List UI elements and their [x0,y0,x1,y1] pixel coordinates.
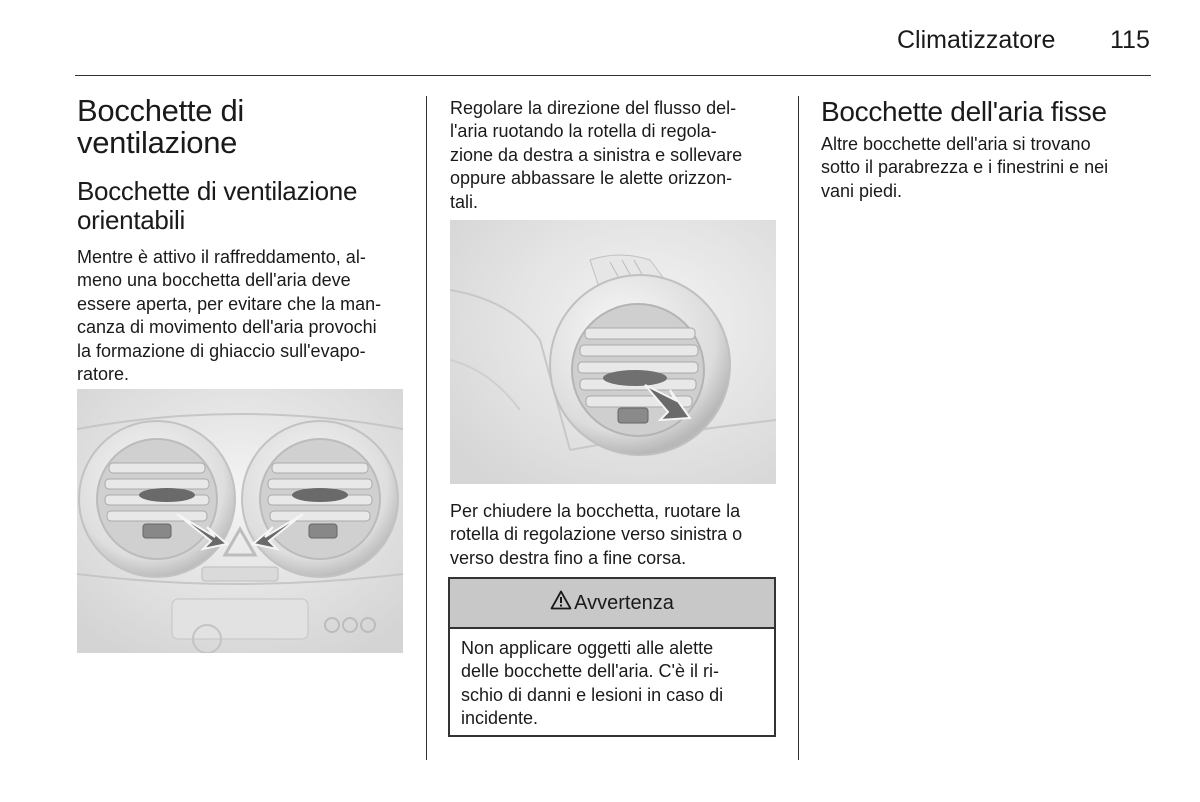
text-line: Non applicare oggetti alle alette [461,638,714,658]
column-3-paragraph [821,133,1151,203]
text-line: Altre bocchette dell'aria si trovano [821,134,1091,154]
text-line: essere aperta, per evitare che la man- [77,293,382,314]
column-1-paragraph [77,246,422,386]
column-2-paragraph-2 [450,500,790,570]
column-1-sub [77,177,417,235]
single-vent-illustration [450,220,776,484]
text-line: sotto il parabrezza e i finestrini e nei [821,157,1109,178]
text-line: meno una bocchetta dell'aria deve [77,270,351,291]
column-3 [821,97,1151,127]
text-line: Mentre è attivo il raffreddamento, al- [77,247,366,267]
warning-header [450,579,774,629]
text-line: incidente. [461,708,539,729]
section-heading [77,95,417,159]
text-line: Regolare la direzione del flusso del- [450,98,737,118]
text-line: ratore. [77,364,130,385]
warning-title: Avvertenza [574,591,674,614]
warning-body [450,629,774,731]
text-line: schio di danni e lesioni in caso di [461,684,724,705]
column-2-paragraph-1 [450,97,790,214]
text-line: oppure abbassare le alette orizzon- [450,168,733,189]
column-1 [77,95,417,159]
text-line: tali. [450,191,479,212]
subheading-line: orientabili [77,205,185,235]
text-line: verso destra fino a fine corsa. [450,547,687,568]
page-number: 115 [1110,26,1150,54]
header-divider [75,75,1151,76]
warning-triangle-icon [550,590,572,616]
text-line: zione da destra a sinistra e sollevare [450,144,743,165]
text-line: vani piedi. [821,180,903,201]
heading-line: ventilazione [77,125,238,160]
heading-line: Bocchette di [77,93,245,128]
text-line: rotella di regolazione verso sinistra o [450,524,743,545]
text-line: la formazione di ghiaccio sull'evapo- [77,340,366,361]
text-line: canza di movimento dell'aria provochi [77,317,377,338]
section-title: Climatizzatore [897,26,1056,54]
subsection-heading [77,177,417,235]
dual-vents-illustration [77,389,403,653]
text-line: delle bocchette dell'aria. C'è il ri- [461,661,719,682]
warning-box [448,577,776,737]
text-line: l'aria ruotando la rotella di regola- [450,121,717,142]
subheading-line: Bocchette di ventilazione [77,176,358,206]
section-heading: Bocchette dell'aria fisse [821,96,1107,127]
column-divider-left [426,96,427,760]
text-line: Per chiudere la bocchetta, ruotare la [450,501,741,521]
column-divider-right [798,96,799,760]
